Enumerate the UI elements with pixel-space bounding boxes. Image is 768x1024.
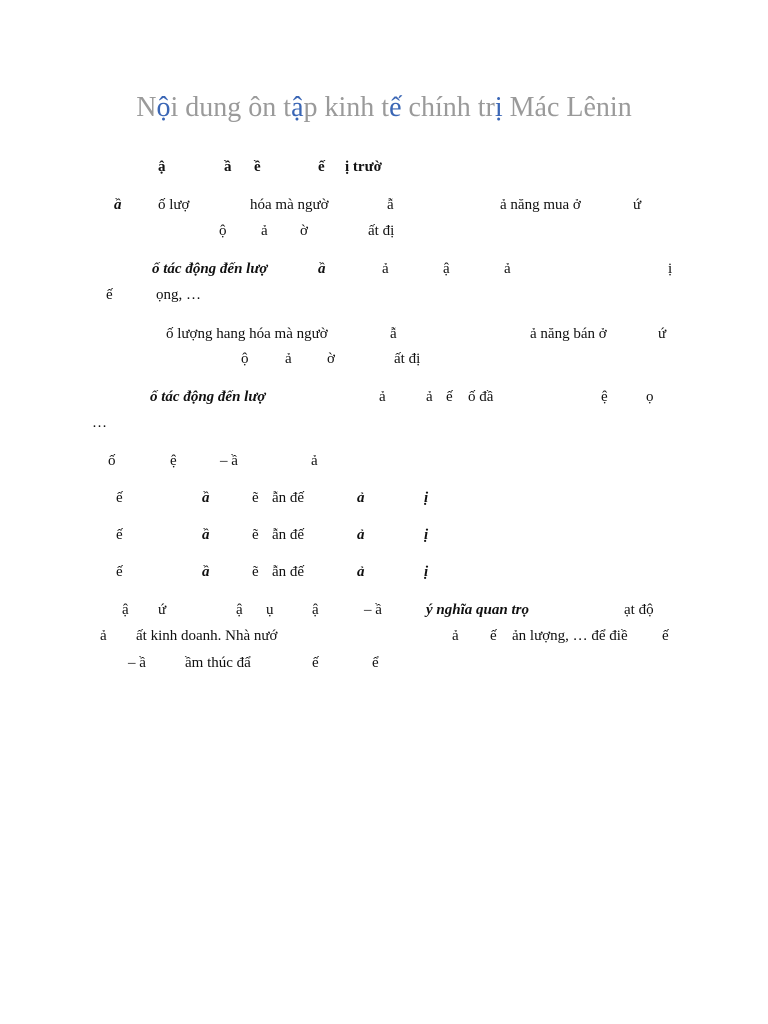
text-fragment: ế <box>446 389 453 405</box>
text-fragment: ố đầ <box>468 389 494 405</box>
text-fragment: – ầ <box>220 453 238 469</box>
text-fragment: ị <box>424 490 429 506</box>
title-part: ị <box>494 92 503 123</box>
title-part: N <box>136 92 157 123</box>
text-fragment: ố tác động đến lượ <box>152 261 268 277</box>
text-fragment: ố <box>108 453 116 469</box>
text-fragment: ế <box>662 628 669 644</box>
text-fragment: ứ <box>158 602 167 618</box>
text-fragment: ậ <box>236 602 243 618</box>
text-fragment: ố tác động đến lượ <box>150 389 266 405</box>
text-fragment: ả <box>504 261 511 277</box>
text-fragment: ả <box>382 261 389 277</box>
text-fragment: … <box>92 415 107 431</box>
title-part: chính tr <box>401 92 495 123</box>
text-fragment: ầ <box>202 490 210 506</box>
text-fragment: ẽ <box>252 490 259 506</box>
text-fragment: – ầ <box>364 602 382 618</box>
title-part: ế <box>389 92 402 123</box>
text-fragment: – ầ <box>128 655 146 671</box>
text-fragment: ẫn đế <box>272 564 305 580</box>
text-fragment: ẫ <box>390 326 397 342</box>
title-part: p kinh t <box>303 92 390 123</box>
text-fragment: ản lượng, … để điề <box>512 628 628 644</box>
text-fragment: ả <box>452 628 459 644</box>
text-fragment: ậ <box>443 261 450 277</box>
text-fragment: ế <box>116 527 123 543</box>
text-fragment: ầ <box>318 261 326 277</box>
title-part: ậ <box>291 92 304 123</box>
text-fragment: ả năng bán ở <box>530 326 607 342</box>
text-fragment: ả <box>261 223 268 239</box>
text-fragment: ứ <box>658 326 667 342</box>
text-fragment: ị trườ <box>345 159 382 175</box>
text-fragment: ế <box>106 287 113 303</box>
text-fragment: ố lượng hang hóa mà ngườ <box>166 326 328 342</box>
text-fragment: ả <box>379 389 386 405</box>
text-fragment: ất đị <box>394 351 421 367</box>
text-fragment: ế <box>318 159 325 175</box>
text-fragment: ề <box>254 159 261 175</box>
title-part: Mác Lênin <box>502 92 632 123</box>
text-fragment: ả <box>357 527 365 543</box>
text-fragment: ể <box>372 655 379 671</box>
text-fragment: ứ <box>633 197 642 213</box>
text-fragment: ả <box>311 453 318 469</box>
text-fragment: ế <box>116 490 123 506</box>
text-fragment: ờ <box>327 351 335 367</box>
text-fragment: ệ <box>170 453 177 469</box>
text-fragment: ị <box>668 261 673 277</box>
text-fragment: ọng, … <box>156 287 201 303</box>
text-fragment: ầ <box>224 159 232 175</box>
text-fragment: ẽ <box>252 527 259 543</box>
text-fragment: ẫn đế <box>272 490 305 506</box>
text-fragment: ị <box>424 564 429 580</box>
title-part: ộ <box>156 92 171 123</box>
text-fragment: ầ <box>202 564 210 580</box>
text-fragment: ế <box>490 628 497 644</box>
text-fragment: ệ <box>601 389 608 405</box>
text-fragment: ẫn đế <box>272 527 305 543</box>
text-fragment: ả <box>100 628 107 644</box>
text-fragment: ộ <box>241 351 249 367</box>
text-fragment: ế <box>116 564 123 580</box>
text-fragment: ất đị <box>368 223 395 239</box>
text-fragment: ạt độ <box>624 602 654 618</box>
text-fragment: ụ <box>266 602 274 618</box>
title-part: i dung ôn t <box>170 92 292 123</box>
text-fragment: ị <box>424 527 429 543</box>
text-fragment: ế <box>312 655 319 671</box>
text-fragment: ất kinh doanh. Nhà nướ <box>136 628 278 644</box>
text-fragment: ẽ <box>252 564 259 580</box>
text-fragment: ẫ <box>387 197 394 213</box>
text-fragment: ả <box>426 389 433 405</box>
text-fragment: ố lượ <box>158 197 190 213</box>
text-fragment: ộ <box>219 223 227 239</box>
text-fragment: ả <box>357 490 365 506</box>
text-fragment: ả <box>357 564 365 580</box>
text-fragment: ậ <box>312 602 319 618</box>
text-fragment: ậ <box>158 159 166 175</box>
text-fragment: ả năng mua ở <box>500 197 581 213</box>
text-fragment: ầ <box>202 527 210 543</box>
text-fragment: ờ <box>300 223 308 239</box>
text-fragment: ả <box>285 351 292 367</box>
text-fragment: ậ <box>122 602 129 618</box>
text-fragment: hóa mà ngườ <box>250 197 329 213</box>
document-title <box>0 92 768 124</box>
text-fragment: ý nghĩa quan trọ <box>426 602 529 618</box>
text-fragment: ọ <box>646 389 654 405</box>
text-fragment: ầ <box>114 197 122 213</box>
text-fragment: ầm thúc đẩ <box>185 655 251 671</box>
